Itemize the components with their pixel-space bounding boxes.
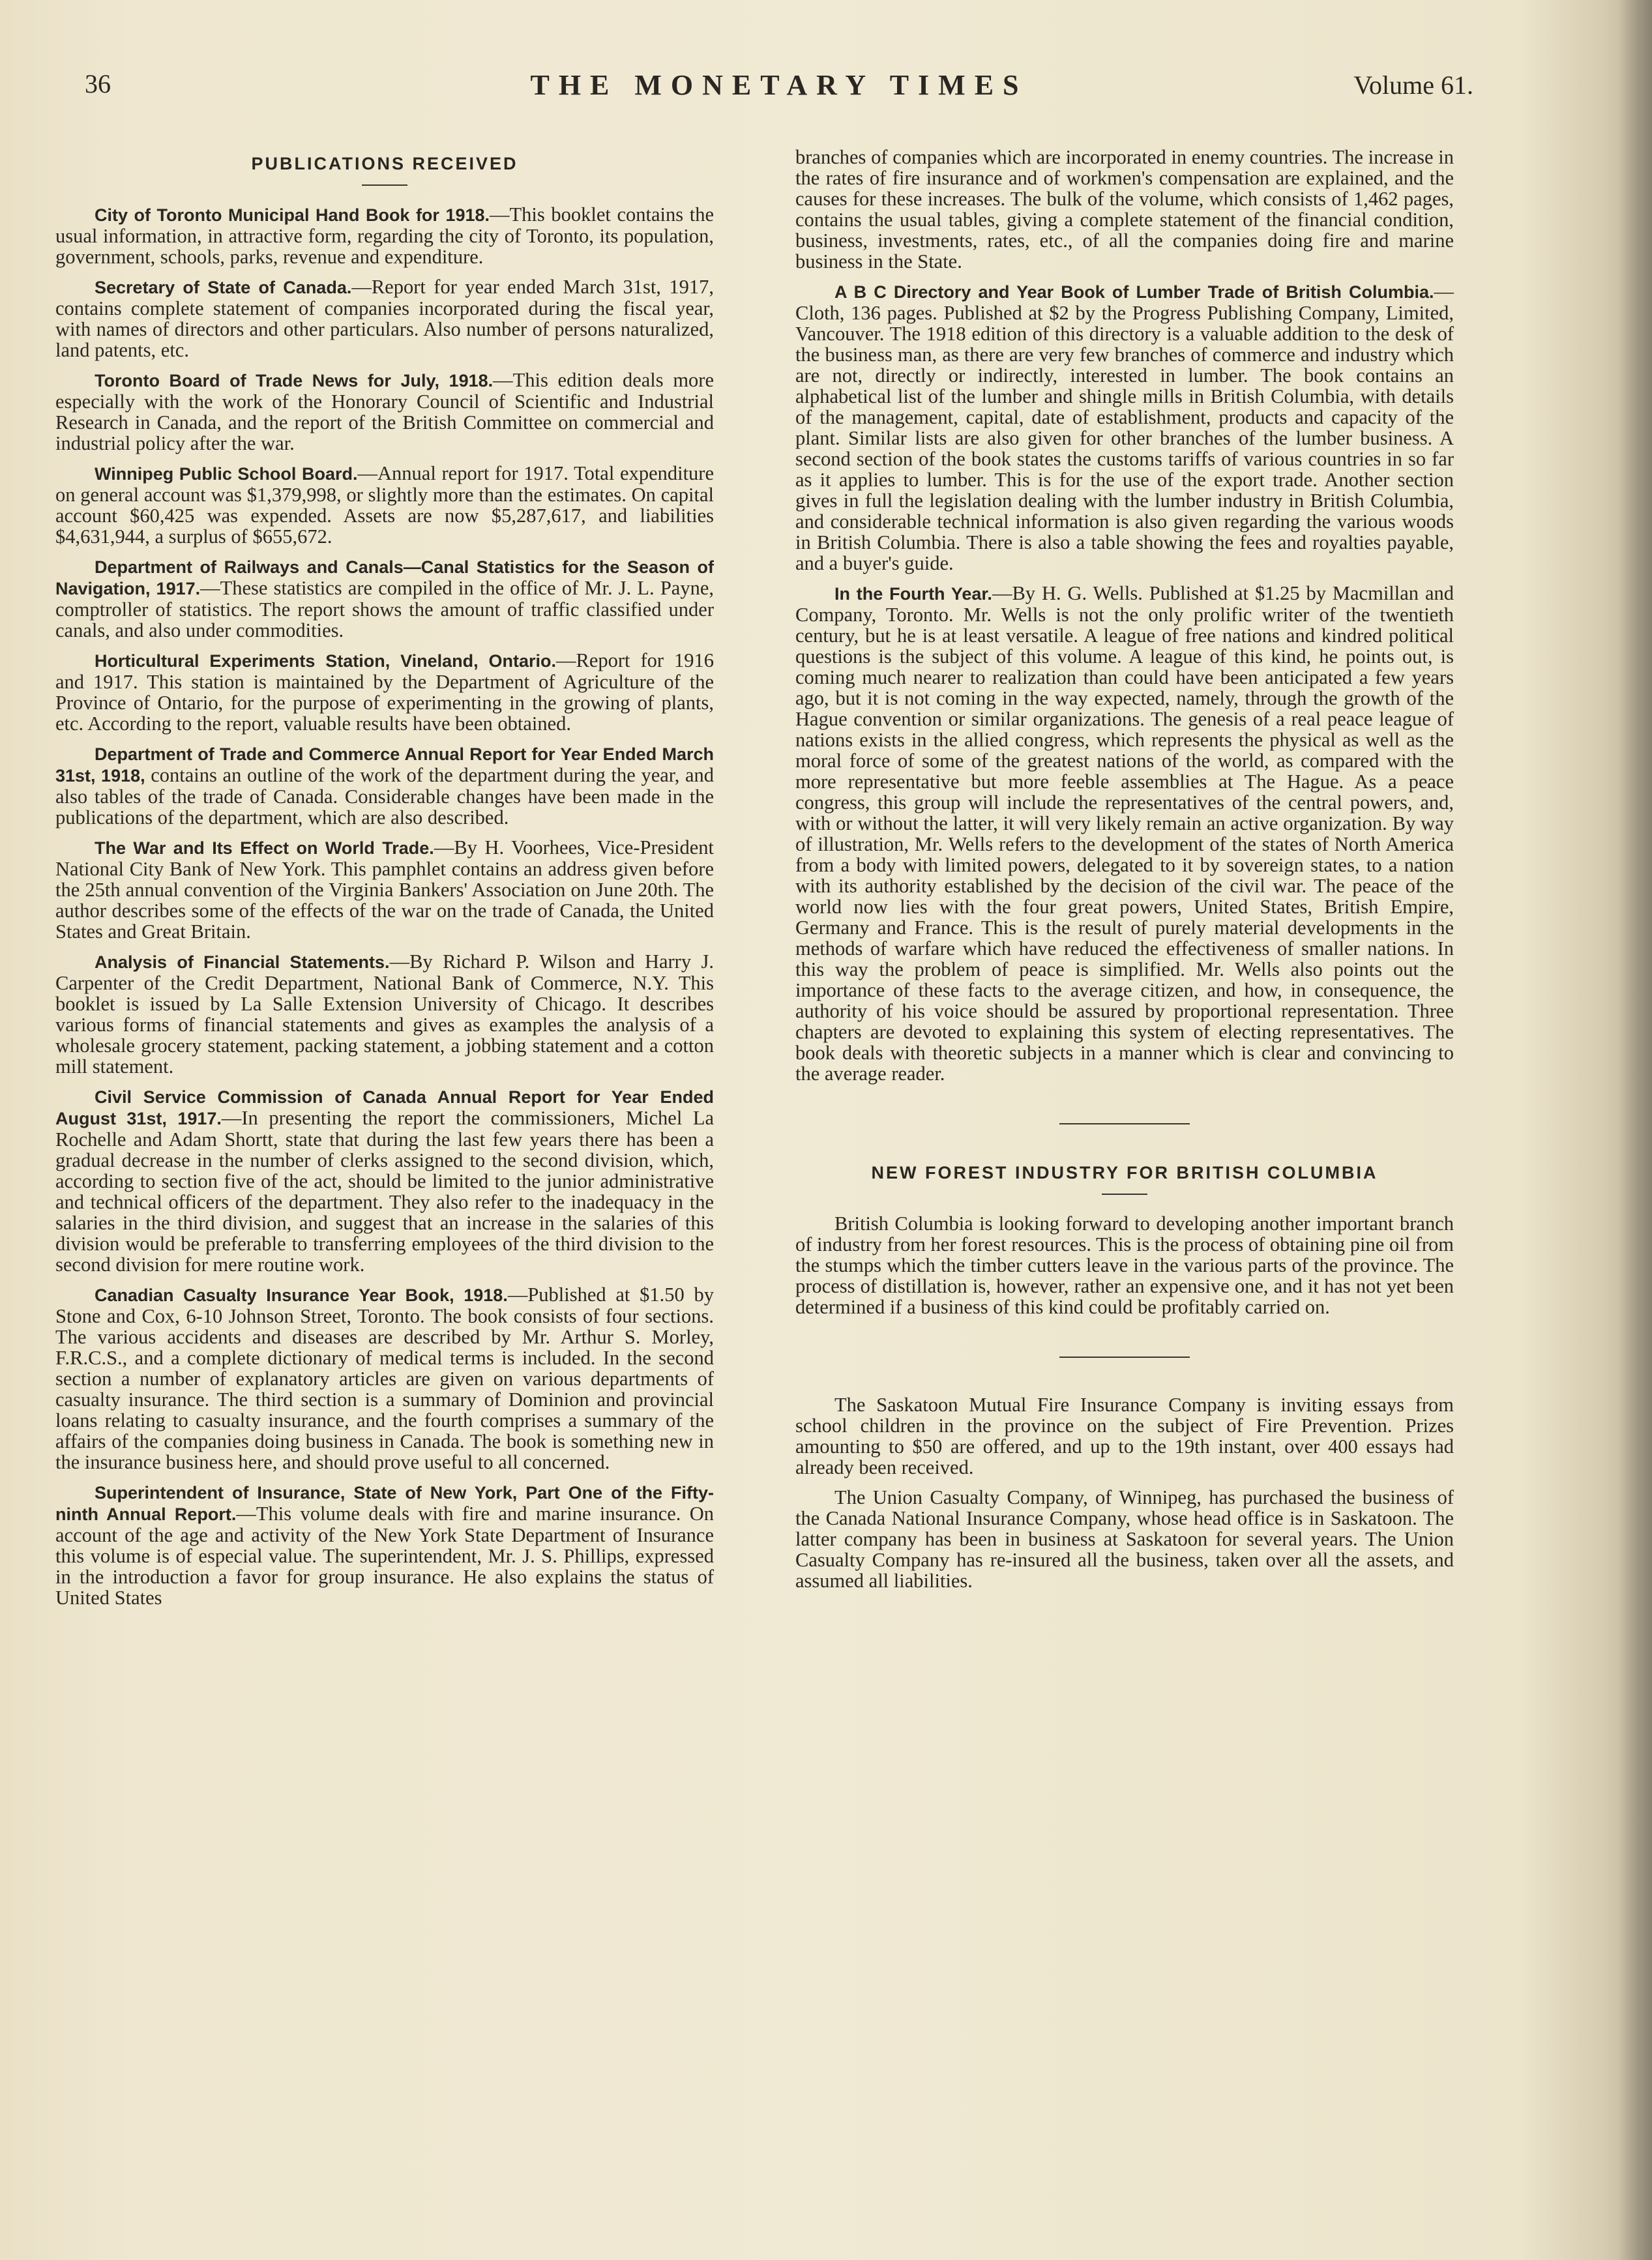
entry-title: In the Fourth Year. (834, 584, 992, 604)
heading-rule (362, 184, 407, 186)
page-number: 36 (85, 69, 111, 98)
entry-text: —By H. G. Wells. Published at $1.25 by Macmillan and Company, Toronto. Mr. Wells is not the only prolific writer of the twentieth century, but he is at least versatile. A league of free nations and kindred political questions is the subject of this volume. A league of this kind, he points out, is coming much nearer to realization than could have been anticipated a few years ago, but it is not coming in the way expected, namely, through the growth of the Hague convention or similar organizations. The genesis of a real peace league of nations exists in the allied congress, which represents the physical as well as the moral force of some of the greatest nations of the world, as compared with the more representative but more feeble assemblies at The Hague. As a peace congress, this group will include the representatives of the central powers, and, with or without the latter, it will very likely remain an active organization. By way of illustration, Mr. Wells refers to the development of the states of North America from a body with limited powers, delegated to it by sovereign states, to a nation with its authority established by the decision of the civil war. The peace of the world now lies with the four great powers, United States, British Empire, Germany and France. This is the result of purely material developments in the methods of warfare which have reduced the effectiveness of smaller nations. In this way the problem of peace is simplified. Mr. Wells also points out the importance of these facts to the average citizen, and how, in consequence, the authority of his voice should be assured by proportional representation. Three chapters are devoted to explaining this system of electing representatives. The book deals with theoretic subjects in a manner which is clear and convincing to the average reader. (795, 582, 1454, 1085)
entry-title: Canadian Casualty Insurance Year Book, 1918. (95, 1285, 508, 1305)
right-column (795, 147, 1454, 1600)
entry-title: Horticultural Experiments Station, Vineland, Ontario. (95, 651, 556, 671)
page-header (85, 68, 1473, 121)
entry-title: A B C Directory and Year Book of Lumber Trade of British Columbia. (834, 282, 1434, 302)
section-separator (1059, 1357, 1190, 1358)
entry-title: Superintendent of Insurance, State of New York, Part One of the Fifty-ninth Annual Report. (55, 1483, 714, 1524)
entry-text: —Annual report for 1917. Total expenditure on general account was $1,379,998, or slightly more than the estimates. On capital account $60,425 was expended. Assets are now $5,287,617, and liabilities $4,631,944, a surplus of $655,672. (55, 462, 714, 548)
publication-entry (55, 556, 714, 641)
publication-entry (55, 370, 714, 454)
entry-text: —In presenting the report the commissioners, Michel La Rochelle and Adam Shortt, state that during the last few years there has been a gradual decrease in the number of clerks assigned to the second division, which, according to section five of the act, should be limited to the junior administrative and technical officers of the department. They also refer to the inadequacy in the salaries in the third division, and suggest that an increase in the salaries of this division would be preferable to transferring employees of the third division to the second division for mere routine work. (55, 1107, 714, 1276)
entry-title: Department of Railways and Canals—Canal Statistics for the Season of Navigation, 1917. (55, 557, 714, 598)
entry-text: —This volume deals with fire and marine insurance. On account of the age and activity of the New York State Department of Insurance this volume is of especial value. The superintendent, Mr. J. S. Phillips, expressed in the introduction a favor for group insurance. He also explains the status of United States (55, 1503, 715, 1609)
page-edge-shadow (1619, 0, 1652, 2260)
entry-title: Civil Service Commission of Canada Annual Report for Year Ended August 31st, 1917. (55, 1087, 714, 1128)
volume-label: Volume 61. (1353, 70, 1473, 100)
entry-text: —Cloth, 136 pages. Published at $2 by the Progress Publishing Company, Limited, Vancouver. The 1918 edition of this directory is a valuable addition to the desk of the business man, as there are very few branches of commerce and industry which are not, directly or indirectly, interested in lumber. The book contains an alphabetical list of the lumber and shingle mills in British Columbia, with details of the management, capital, date of establishment, products and capacity of the plant. Similar lists are also given for other branches of the lumber business. A second section of the book states the customs tariffs of various countries in so far as it applies to lumber. This is for the use of the export trade. Another section gives in full the legislation dealing with the lumber industry in British Columbia, and considerable technical information is also given regarding the various woods in British Columbia. There is also a table showing the fees and royalties payable, and a buyer's guide. (795, 280, 1454, 574)
forest-heading: NEW FOREST INDUSTRY FOR BRITISH COLUMBIA (871, 1163, 1378, 1182)
entry-text: —By H. Voorhees, Vice-President National City Bank of New York. This pamphlet contains an address given before the 25th annual convention of the Virginia Bankers' Association on June 20th. The author describes some of the effects of the war on the trade of Canada, the United States and Great Britain. (55, 836, 714, 943)
union-casualty-note: The Union Casualty Company, of Winnipeg, has purchased the business of the Canada National Insurance Company, whose head office is in Saskatoon. The latter company has been in business at Saskatoon for several years. The Union Casualty Company has re-insured all the business, taken over all the assets, and assumed all liabilities. (795, 1486, 1454, 1592)
publication-entry (55, 1482, 714, 1608)
entry-text: —Report for year ended March 31st, 1917, contains complete statement of companies incorporated during the fiscal year, with names of directors and other particulars. Also number of persons naturalized, land patents, etc. (55, 276, 714, 361)
publication-entry (795, 281, 1454, 574)
publication-entry (55, 650, 714, 734)
section-separator (1059, 1123, 1190, 1124)
entry-title: Analysis of Financial Statements. (95, 952, 390, 972)
heading-rule (1102, 1194, 1147, 1195)
publication-entry (55, 837, 714, 942)
forest-article-text: British Columbia is looking forward to developing another important branch of industry from her forest resources. This is the process of obtaining pine oil from the stumps which the timber cutters leave in the various parts of the province. The process of distillation is, however, rather an expensive one, and it has not yet been determined if a business of this kind could be profitably carried on. (795, 1212, 1454, 1318)
publication-entry (55, 276, 714, 360)
publication-entry (795, 583, 1454, 1084)
saskatoon-note: The Saskatoon Mutual Fire Insurance Company is inviting essays from school children in the province on the subject of Fire Prevention. Prizes amounting to $50 are offered, and up to the 19th instant, over 400 essays had already been received. (795, 1394, 1454, 1478)
entry-title: City of Toronto Municipal Hand Book for 1918. (95, 205, 490, 225)
publication-entry (55, 1086, 714, 1275)
publication-title: THE MONETARY TIMES (530, 69, 1028, 101)
entry-text: —By Richard P. Wilson and Harry J. Carpenter of the Credit Department, National Bank of Commerce, N.Y. This booklet is issued by La Salle Extension University of Chicago. It describes various forms of financial statements and gives as examples the analysis of a wholesale grocery statement, packing statement, a jobbing statement and a cotton mill statement. (55, 950, 714, 1078)
publication-entry (55, 1284, 714, 1473)
left-column (55, 147, 714, 1617)
entry-text: —This edition deals more especially with the work of the Honorary Council of Scientific and Industrial Research in Canada, and the report of the British Committee on commercial and industrial policy after the war. (55, 369, 714, 454)
entry-continuation: branches of companies which are incorporated in enemy countries. The increase in the rates of fire insurance and of workmen's compensation are explained, and the causes for these increases. The bulk of the volume, which consists of 1,462 pages, contains the usual tables, giving a complete statement of the financial condition, business, investments, rates, etc., of all the companies doing fire and marine business in the State. (795, 146, 1454, 272)
publication-entry (55, 743, 714, 828)
entry-text: —These statistics are compiled in the office of Mr. J. L. Payne, comptroller of statistics. The report shows the amount of traffic classified under canals, and also under commodities. (55, 577, 714, 641)
entry-text: —Published at $1.50 by Stone and Cox, 6-10 Johnson Street, Toronto. The book consists of four sections. The various accidents and diseases are described by Mr. Arthur S. Morley, F.R.C.S., and a complete dictionary of medical terms is included. In the second section a number of explanatory articles are given on various departments of casualty insurance. The third section is a summary of Dominion and provincial loans relating to casualty insurance, and the fourth comprises a summary of the affairs of the companies doing business in Canada. The book is something new in the insurance business here, and should prove useful to all concerned. (55, 1284, 714, 1473)
entry-title: Winnipeg Public School Board. (95, 464, 358, 484)
entry-text: —Report for 1916 and 1917. This station is maintained by the Department of Agriculture of the Province of Ontario, for the purpose of experimenting in the growing of plants, etc. According to the report, valuable results have been obtained. (55, 649, 714, 735)
publication-entry (55, 463, 714, 547)
publication-entry (55, 204, 714, 267)
entry-text: —This booklet contains the usual information, in attractive form, regarding the city of Toronto, its population, government, schools, parks, revenue and expenditure. (55, 203, 714, 268)
publication-entry (55, 951, 714, 1077)
entry-title: Department of Trade and Commerce Annual Report for Year Ended March 31st, 1918, (55, 744, 714, 785)
publications-heading: PUBLICATIONS RECEIVED (251, 154, 518, 173)
entry-title: Toronto Board of Trade News for July, 1918. (95, 371, 494, 390)
entry-text: contains an outline of the work of the department during the year, and also tables of the trade of Canada. Considerable changes have been made in the publications of the department, which are also described. (55, 764, 714, 829)
entry-title: Secretary of State of Canada. (95, 278, 352, 297)
entry-title: The War and Its Effect on World Trade. (95, 838, 434, 858)
